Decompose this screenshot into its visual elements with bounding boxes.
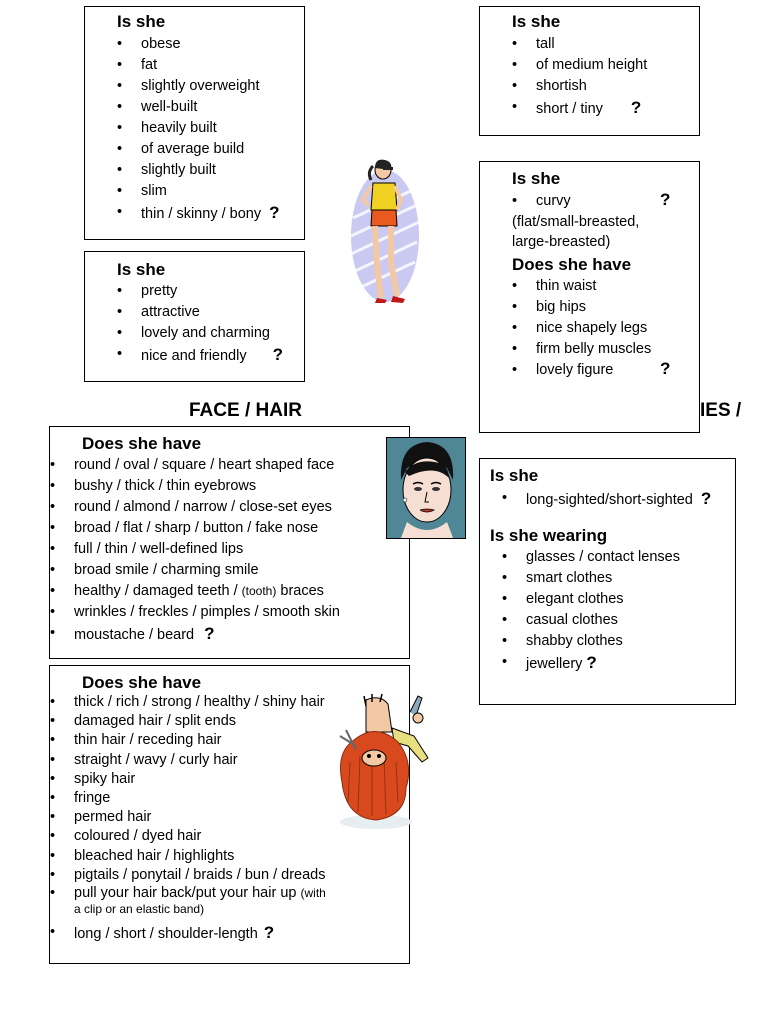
list-item-text: thin / skinny / bony	[141, 206, 262, 222]
list-item: • big hips	[512, 297, 699, 318]
woman-illustration	[345, 158, 425, 308]
list-item: • heavily built	[117, 118, 304, 139]
list-item: • thin waist	[512, 276, 699, 297]
question-mark: ?	[586, 653, 597, 672]
list-item: • nice shapely legs	[512, 318, 699, 339]
hairdresser-illustration	[336, 692, 436, 832]
list-item	[502, 652, 735, 675]
looks-heading: Is she	[117, 260, 166, 279]
list-item-small: (tooth)	[241, 584, 277, 598]
eyes-heading: Is she	[490, 466, 539, 485]
list-item: • bushy / thick / thin eyebrows	[50, 476, 377, 497]
figure-heading-2: Does she have	[512, 255, 632, 274]
list-item	[50, 923, 377, 944]
list-item: • damaged hair / split ends	[50, 712, 377, 731]
list-item: • casual clothes	[502, 610, 735, 631]
list-item: • slim	[117, 181, 304, 202]
list-item	[512, 360, 699, 381]
list-item: • shortish	[512, 76, 699, 97]
list-item-small: a clip or an elastic band)	[74, 902, 205, 917]
clothes-heading: Is she wearing	[490, 526, 608, 545]
list-item-text: short / tiny	[536, 101, 603, 117]
list-item: • coloured / dyed hair	[50, 827, 377, 846]
list-item: • broad / flat / sharp / button / fake nose	[50, 518, 377, 539]
build-box	[84, 6, 305, 240]
list-item	[50, 581, 377, 602]
height-heading: Is she	[512, 12, 561, 31]
face-box	[49, 426, 410, 659]
question-mark: ?	[630, 98, 642, 117]
list-item: • pigtails / ponytail / braids / bun / dreads	[50, 866, 377, 885]
list-item: • straight / wavy / curly hair	[50, 751, 377, 770]
list-item-text: jewellery	[526, 656, 583, 672]
list-item-text: healthy / damaged teeth /	[74, 583, 242, 599]
face-list	[50, 455, 409, 646]
list-item-small: (with	[300, 886, 326, 901]
list-item	[502, 488, 735, 511]
list-item: • of medium height	[512, 55, 699, 76]
question-mark: ?	[272, 345, 283, 364]
list-item: • shabby clothes	[502, 631, 735, 652]
build-heading: Is she	[117, 12, 166, 31]
list-item: • round / oval / square / heart shaped face	[50, 455, 377, 476]
list-item: • elegant clothes	[502, 589, 735, 610]
list-item	[50, 623, 377, 646]
figure-list	[512, 276, 699, 381]
list-item: • fat	[117, 55, 304, 76]
list-item: • pretty	[117, 281, 304, 302]
list-item: • broad smile / charming smile	[50, 560, 377, 581]
question-mark: ?	[660, 190, 671, 209]
list-item	[512, 191, 699, 212]
question-mark: ?	[263, 923, 275, 943]
list-item: • thin hair / receding hair	[50, 731, 377, 750]
list-item: • round / almond / narrow / close-set eyes	[50, 497, 377, 518]
figure-curvy-list	[512, 191, 699, 212]
question-mark: ?	[660, 359, 671, 378]
list-item: • bleached hair / highlights	[50, 847, 377, 866]
list-item: • tall	[512, 34, 699, 55]
list-item-text: lovely figure	[536, 362, 614, 378]
list-item	[50, 885, 377, 917]
list-item: • slightly overweight	[117, 76, 304, 97]
eyes-list	[490, 488, 735, 511]
figure-note-line: large-breasted)	[512, 234, 611, 250]
list-item: • well-built	[117, 97, 304, 118]
figure-note-line: (flat/small-breasted,	[512, 214, 640, 230]
list-item: • glasses / contact lenses	[502, 547, 735, 568]
height-list	[512, 34, 699, 120]
list-item: • slightly built	[117, 160, 304, 181]
list-item-text: curvy	[536, 193, 571, 209]
list-item: • firm belly muscles	[512, 339, 699, 360]
looks-list	[117, 281, 304, 367]
list-item-text: long / short / shoulder-length	[74, 926, 258, 943]
list-item: • thick / rich / strong / healthy / shiny hair	[50, 693, 377, 712]
list-item: • smart clothes	[502, 568, 735, 589]
list-item	[117, 344, 304, 367]
question-mark: ?	[700, 489, 712, 508]
list-item-text: long-sighted/short-sighted	[526, 492, 693, 508]
eyes-clothes-box	[479, 458, 736, 705]
list-item-text: pull your hair back/put your hair up	[74, 885, 301, 902]
list-item: • permed hair	[50, 808, 377, 827]
clothes-list	[490, 547, 735, 675]
list-item: • attractive	[117, 302, 304, 323]
list-item: • full / thin / well-defined lips	[50, 539, 377, 560]
build-list	[117, 34, 304, 225]
clothes-title-fragment: IES /	[700, 400, 742, 421]
list-item-text: nice and friendly	[141, 348, 247, 364]
question-mark: ?	[204, 624, 215, 643]
list-item: • spiky hair	[50, 770, 377, 789]
hair-heading: Does she have	[82, 673, 202, 692]
face-hair-title: FACE / HAIR	[189, 400, 302, 421]
list-item: • wrinkles / freckles / pimples / smooth skin	[50, 602, 377, 623]
figure-box	[479, 161, 700, 433]
figure-note	[512, 212, 699, 252]
height-box	[479, 6, 700, 136]
list-item: • of average build	[117, 139, 304, 160]
face-heading: Does she have	[82, 434, 202, 453]
figure-heading: Is she	[512, 169, 561, 188]
list-item: • fringe	[50, 789, 377, 808]
list-item-text: braces	[276, 583, 324, 599]
list-item-text: moustache / beard	[74, 627, 195, 643]
list-item	[512, 97, 699, 120]
question-mark: ?	[269, 203, 280, 222]
list-item	[117, 202, 304, 225]
list-item: • lovely and charming	[117, 323, 304, 344]
face-illustration	[386, 437, 466, 539]
list-item: • obese	[117, 34, 304, 55]
looks-box	[84, 251, 305, 382]
